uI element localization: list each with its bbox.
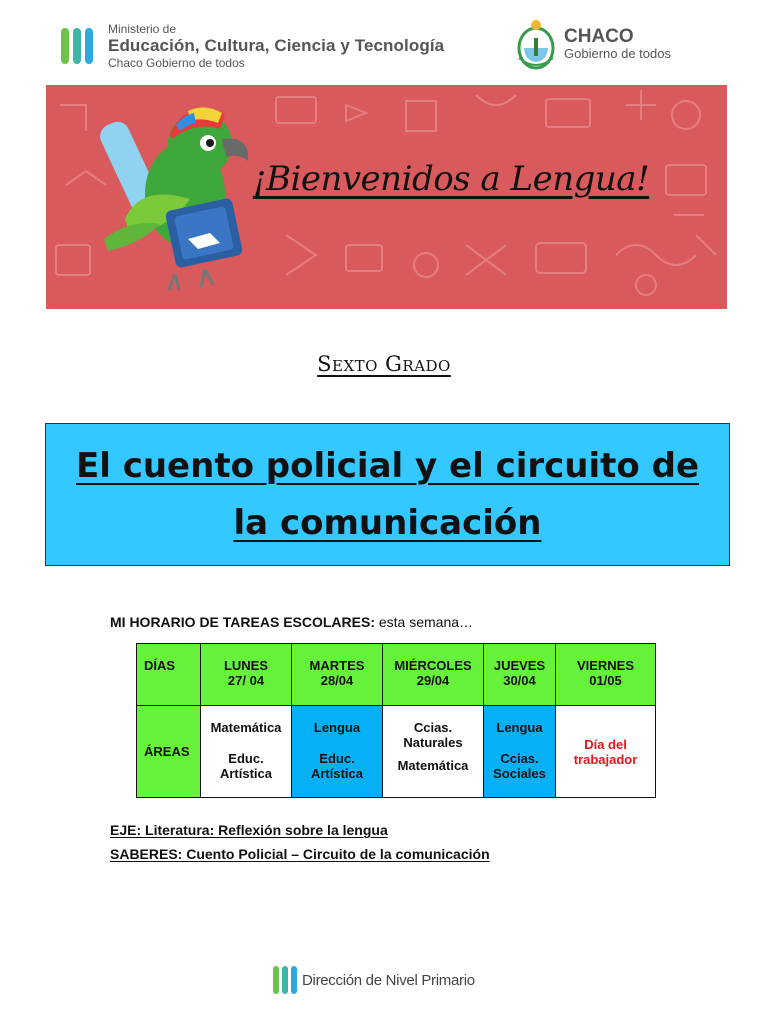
area-cell-highlight: Lengua Educ. Artística [292,706,383,798]
banner-title: ¡Bienvenidos a Lengua! [252,159,650,199]
chaco-subtitle: Gobierno de todos [564,46,671,61]
primary-bars-icon [272,966,298,994]
parrot-mascot-icon [90,99,260,299]
day-cell: JUEVES 30/04 [484,644,556,706]
footer-logo [272,964,512,996]
chaco-logo [516,18,696,74]
area-cell: Matemática Educ. Artística [201,706,292,798]
ministry-logo [60,22,500,70]
grade-heading: Sexto Grado [317,352,451,376]
schedule-intro-label: MI HORARIO DE TAREAS ESCOLARES: [110,614,375,630]
table-row-days [137,644,656,706]
ministry-bars-icon [60,28,96,64]
topic-title: El cuento policial y el circuito de la comunicación [75,445,700,543]
area-cell: Ccias. Naturales Matemática [383,706,484,798]
day-cell: LUNES 27/ 04 [201,644,292,706]
area-cell-highlight: Lengua Ccias. Sociales [484,706,556,798]
holiday-cell: Día del trabajador [556,706,656,798]
days-label-cell: DÍAS [137,644,201,706]
saberes-line: SABERES: Cuento Policial – Circuito de la comunicación [110,846,490,862]
schedule-intro [110,614,473,630]
day-cell: MARTES 28/04 [292,644,383,706]
table-row-areas [137,706,656,798]
ministry-line1: Ministerio de [108,22,177,36]
schedule-table [136,643,656,798]
chaco-seal-icon [516,18,556,70]
ministry-tagline: Chaco Gobierno de todos [108,56,245,70]
welcome-banner [46,85,727,309]
day-cell: MIÉRCOLES 29/04 [383,644,484,706]
eje-line: EJE: Literatura: Reflexión sobre la lengua [110,822,388,838]
schedule-intro-rest: esta semana… [374,614,474,630]
footer-text: Dirección de Nivel Primario [302,972,475,989]
day-cell: VIERNES 01/05 [556,644,656,706]
chaco-title: CHACO [564,26,634,47]
ministry-name: Educación, Cultura, Ciencia y Tecnología [108,36,445,55]
areas-label-cell: ÁREAS [137,706,201,798]
topic-box [45,423,730,566]
